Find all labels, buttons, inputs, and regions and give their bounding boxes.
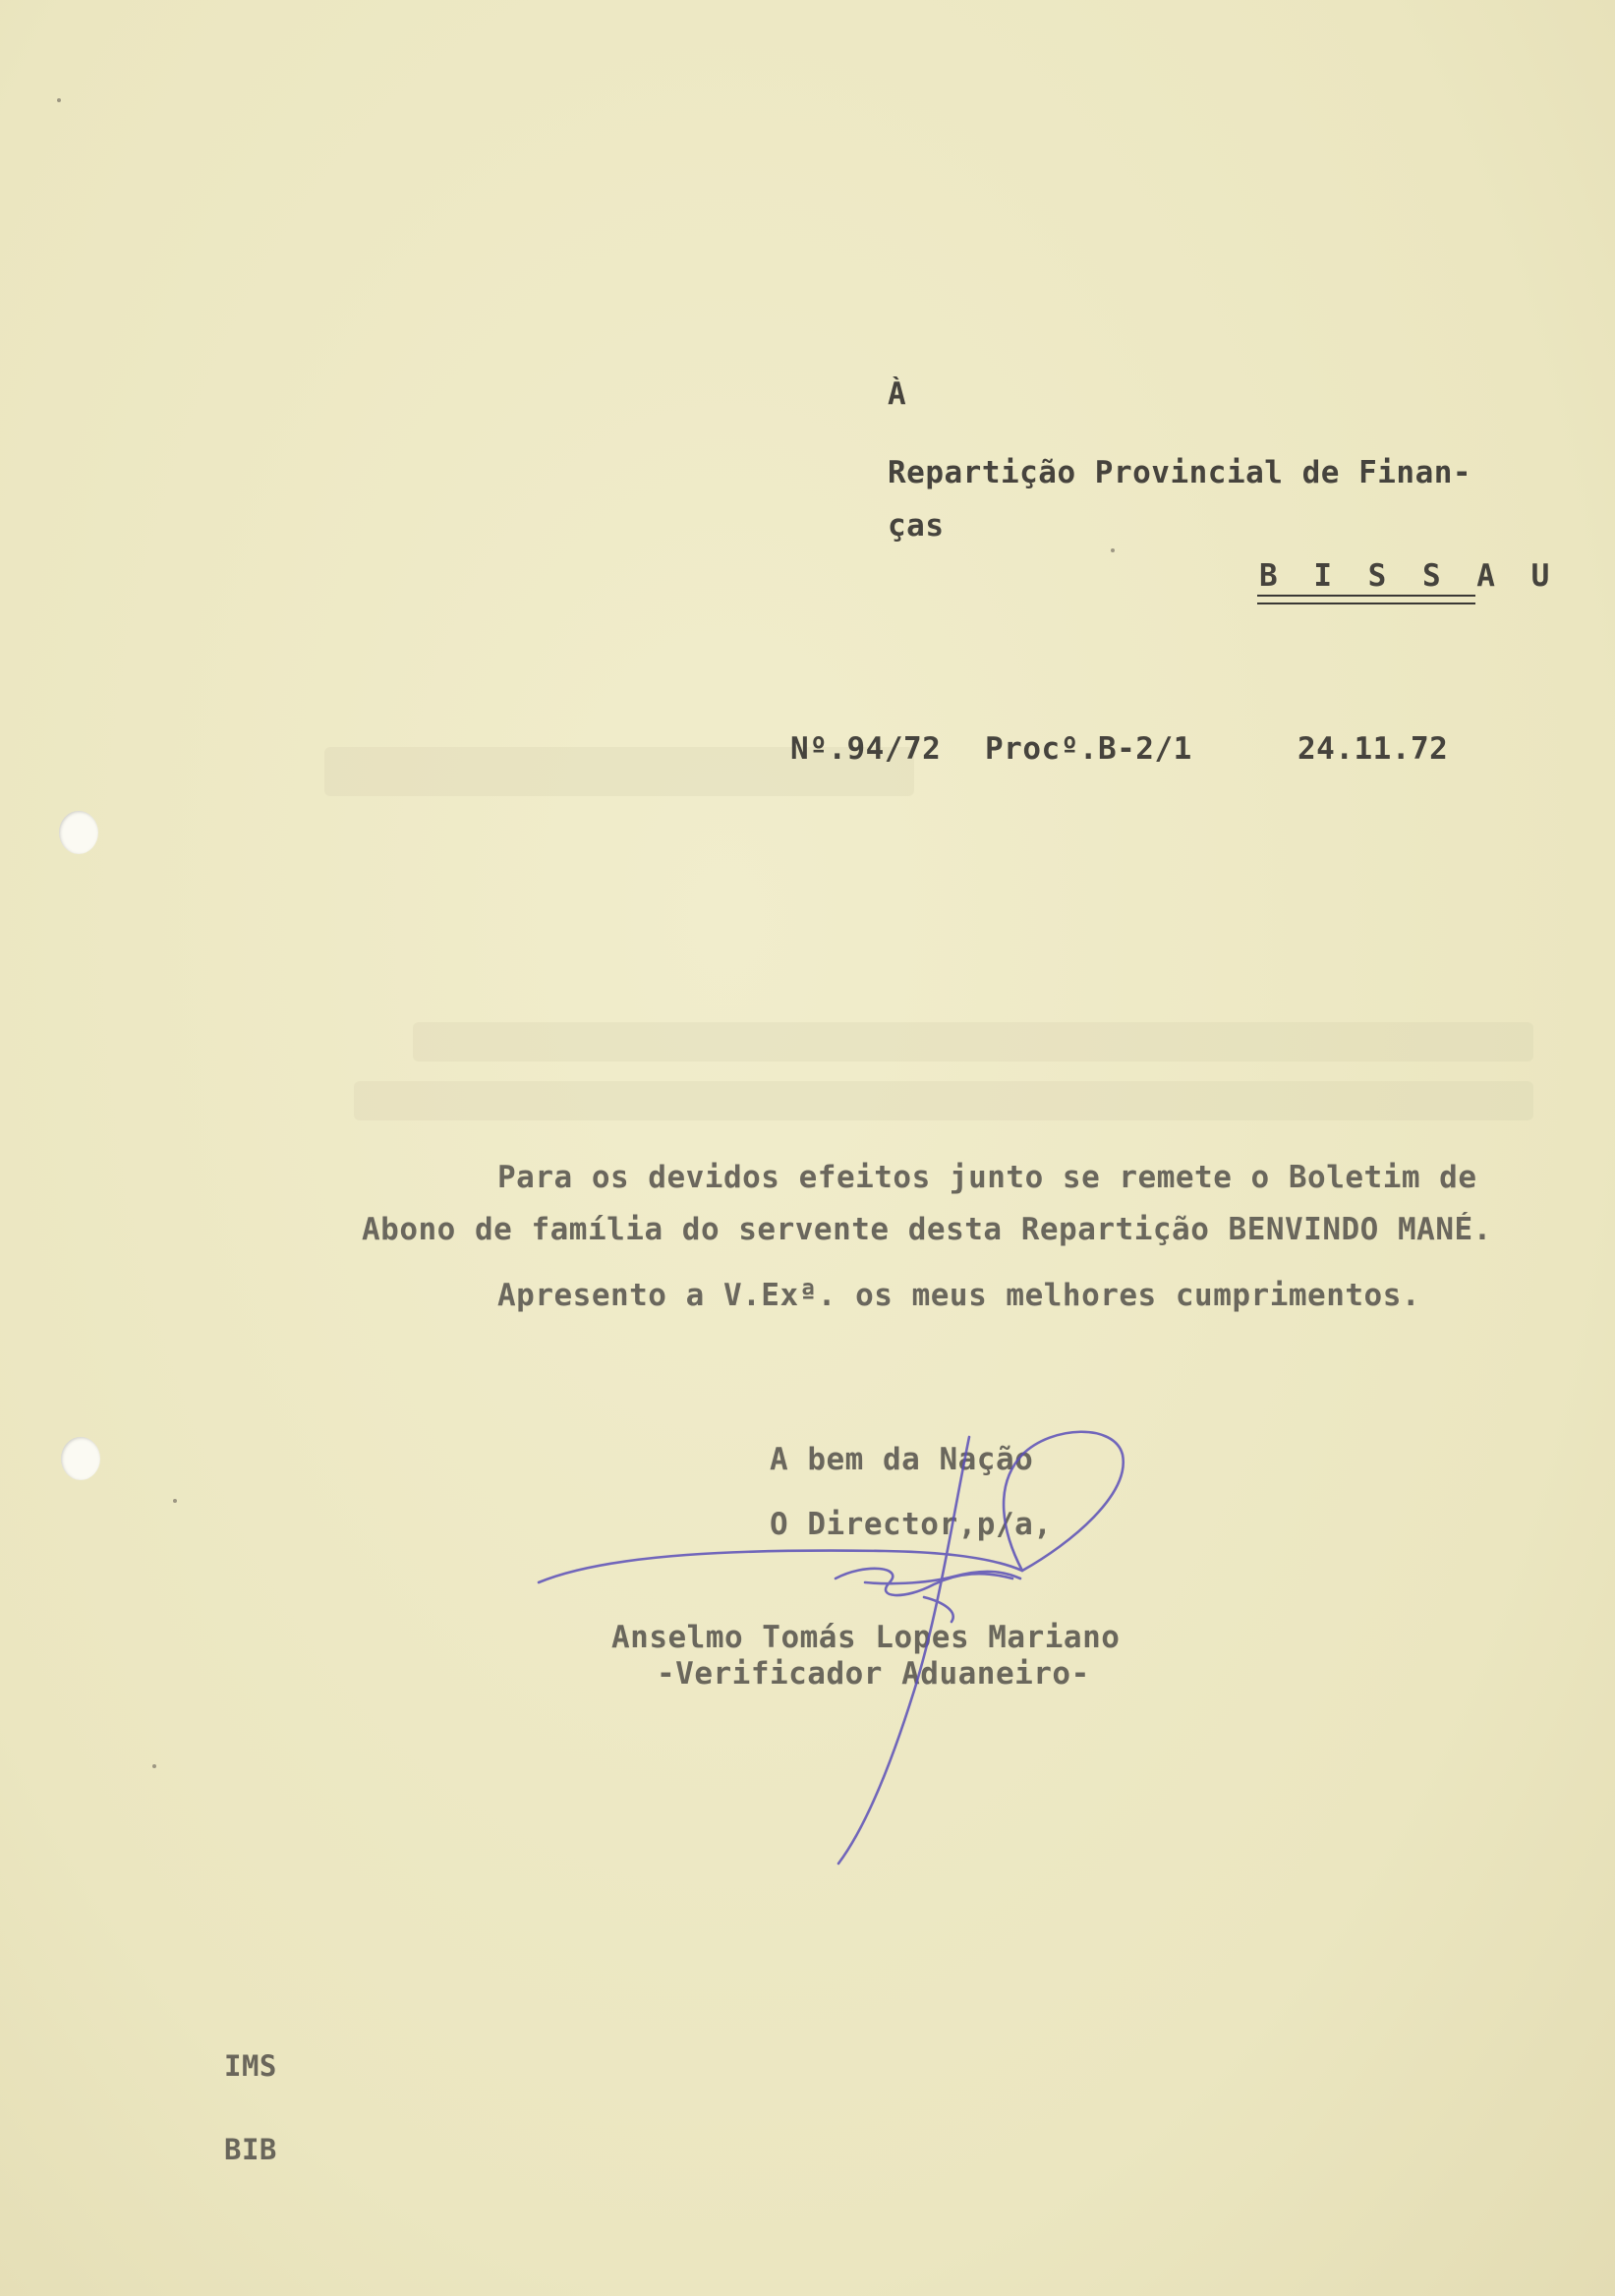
addressee-prefix: À <box>888 376 907 412</box>
body-line-1: Para os devidos efeitos junto se remete o Boletim de <box>497 1160 1477 1195</box>
typist-initials-1: IMS <box>224 2049 277 2083</box>
closing-salutation: A bem da Nação <box>770 1442 1034 1477</box>
body-line-2: Abono de família do servente desta Repartição BENVINDO MANÉ. <box>362 1212 1492 1247</box>
signer-title: -Verificador Aduaneiro- <box>657 1656 1090 1692</box>
reference-number: Nº.94/72 <box>790 731 942 767</box>
addressee-city: B I S S A U <box>1259 558 1559 594</box>
body-line-3: Apresento a V.Exª. os meus melhores cumprimentos. <box>497 1278 1421 1313</box>
signer-name: Anselmo Tomás Lopes Mariano <box>611 1620 1121 1655</box>
addressee-line-1: Repartição Provincial de Finan- <box>888 455 1472 490</box>
process-number: Procº.B-2/1 <box>985 731 1192 767</box>
typist-initials-2: BIB <box>224 2133 277 2166</box>
letter-date: 24.11.72 <box>1298 731 1449 767</box>
director-line: O Director,p/a, <box>770 1507 1053 1542</box>
addressee-line-2: ças <box>888 508 945 544</box>
